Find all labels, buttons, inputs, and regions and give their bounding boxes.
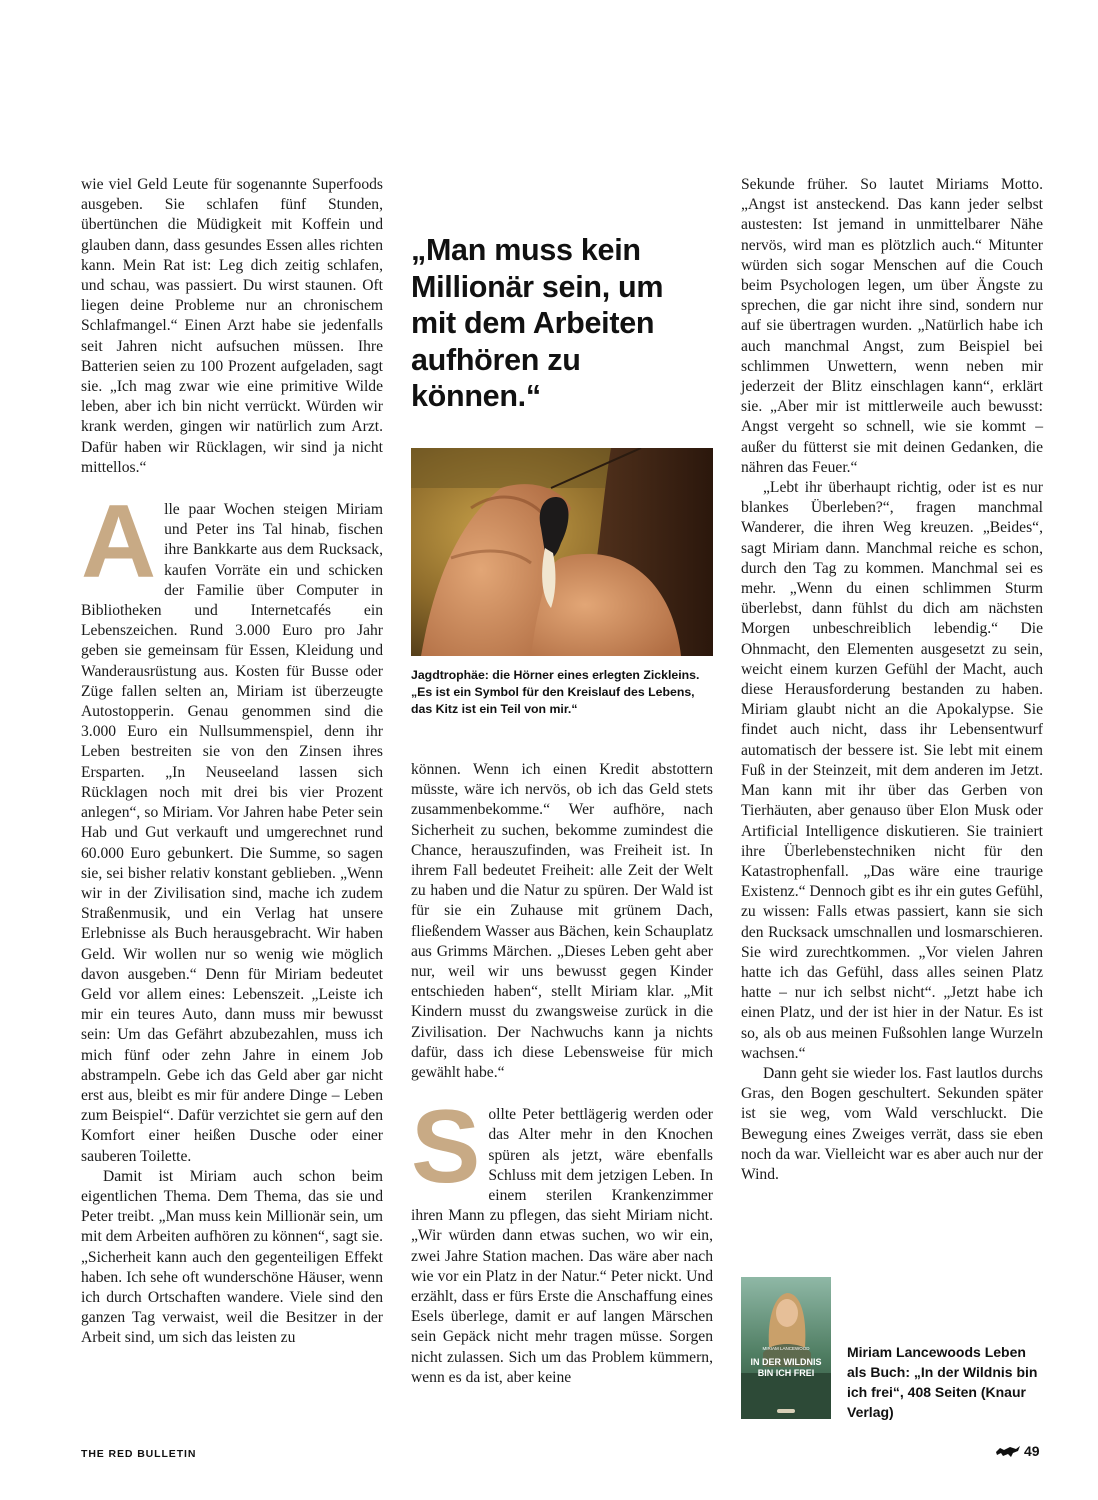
body-paragraph: können. Wenn ich einen Kredit abstottern müsste, wäre ich nervös, ob ich das Geld stets zusammenbekomme.“ Wer aufhöre, nach Sicherheit zu suchen, bekomme zumindest die Chance, herauszufinden, was Freiheit ist. In ihrem Fall bedeutet Freiheit: alle Zeit der Welt zu haben und die Natur zu spüren. Der Wald ist für sie ein Zuhause mit grünem Dach, fließendem Wasser aus Bächen, kein Schauplatz aus Grimms Märchen. „Dieses Leben geht aber nur, weil wir uns bewusst gegen Kinder entschieden haben“, stellt Miriam klar. „Mit Kindern musst du zwangsweise zurück in die Zivilisation. Der Nachwuchs kann ja nichts dafür, dass ich diese Lebensweise für mich gewählt habe.“ [411, 761, 713, 1082]
body-paragraph: wie viel Geld Leute für sogenannte Superfoods ausgeben. Sie schlafen fünf Stunden, übertünchen die Müdigkeit mit Koffein und glauben dann, dass gesundes Essen alles richten kann. Mein Rat ist: Leg dich zeitig schlafen, und schau, was passiert. Du wirst staunen. Oft liegen deine Probleme nur an chronischem Schlafmangel.“ Einen Arzt habe sie jedenfalls seit Jahren nicht aufsuchen müssen. Ihre Batterien seien zu 100 Prozent aufgeladen, sagt sie. „Ich mag zwar wie eine primitive Wilde leben, aber ich bin nicht verrückt. Würden wir krank werden, gingen wir natürlich zum Arzt. Dafür haben wir Rücklagen, wir sind ja nicht mittellos.“ [81, 176, 383, 476]
article-column-1 [81, 175, 383, 1349]
body-paragraph: „Lebt ihr überhaupt richtig, oder ist es nur blankes Überleben?“, fragen manchmal Wanderer, die ihren Weg kreuzen. „Beides“, sagt Miriam dann. Manchmal reiche es schon, durch den Tag zu kommen. Manchmal sei es mehr. „Wenn du einen schlimmen Sturm überlebst, dann fühlst du dich am nächsten Morgen unbeschreiblich lebendig.“ Die Ohnmacht, den Elementen ausgesetzt zu sein, weicht einem kurzen Gefühl der Macht, auch diese Herausforderung bestanden zu haben. Miriam glaubt nicht an die Apokalypse. Sie findet auch nicht, dass ihr Lebensentwurf automatisch der bessere ist. Sie lebt mit einem Fuß in der Steinzeit, mit dem anderen im Jetzt. Man kann mit ihr über das Gerben von Tierhäuten, aber genauso über Elon Musk oder Artificial Intelligence diskutieren. Sie trainiert ihre Überlebenstechniken nicht für den Katastrophenfall. „Das wäre eine traurige Existenz.“ Dennoch gibt es ihr ein gutes Gefühl, zu wissen: Falls etwas passiert, kann sie sich den Rucksack umschnallen und losmarschieren. Sie wird zurechtkommen. „Vor vielen Jahren hatte ich das Gefühl, dass alles seinen Platz hatte – nur ich selbst nicht“. „Jetzt habe ich einen Platz, und der ist hier in der Natur. Es ist so, als ob aus meinen Fußsohlen lange Wurzeln wachsen.“ [741, 479, 1043, 1062]
book-cover-author: MIRIAM LANCEWOOD [762, 1346, 810, 1351]
photo-caption [411, 667, 713, 718]
footer-brand: THE RED BULLETIN [81, 1448, 197, 1460]
body-text: ollte Peter bettlägerig werden oder das Alter mehr in den Knochen spüren als jetzt, wäre ebenfalls Schluss mit dem jetzigen Leben. In einem sterilen Krankenzimmer ihren Mann zu pflegen, das sieht Miriam nicht. „Wir würden dann etwas suchen, wo wir ein, zwei Jahre Station machen. Das wäre aber nach wie vor ein Platz in der Natur.“ Peter nickt. Und erzählt, dass er fürs Erste die Anschaffung eines Esels überlege, damit er auf langen Märschen sein Gepäck nicht mehr tragen müsse. Sorgen nicht zulassen. Sich um das Problem kümmern, wenn es da ist, aber keine [411, 1106, 713, 1386]
body-paragraph: Dann geht sie wieder los. Fast lautlos durchs Gras, den Bogen geschultert. Sekunden später ist sie weg, vom Wald verschluckt. Die Bewegung eines Zweiges verrät, dass sie eben noch da war. Vielleicht war es aber auch nur der Wind. [741, 1064, 1043, 1183]
body-paragraph [81, 484, 383, 1167]
drop-cap: S [411, 1089, 481, 1206]
book-cover-title-line1: IN DER WILDNIS [750, 1357, 822, 1367]
bull-icon [995, 1444, 1021, 1458]
publisher-logo [777, 1409, 795, 1413]
article-column-3 [741, 175, 1043, 1185]
pull-quote: „Man muss kein Millionär sein, um mit dem Arbeiten aufhören zu können.“ [411, 233, 664, 413]
book-cover-title-line2: BIN ICH FREI [757, 1368, 815, 1378]
body-paragraph: Sekunde früher. So lautet Miriams Motto. „Angst ist ansteckend. Das kann jeder selbst austesten: Ist jemand in unmittelbarer Nähe nervös, wird man es plötzlich auch.“ Mitunter würden sich sogar Menschen auf die Couch beim Psychologen legen, um über Ängste zu sprechen, die gar nicht ihre sind, sondern nur auf sie übertragen wurden. „Natürlich habe ich auch manchmal Angst, zum Beispiel bei schlimmen Unwettern, wenn neben mir jederzeit der Blitz einschlagen kann“, erklärt sie. „Aber mir ist mittlerweile auch bewusst: Angst vergeht so schnell, wie sie kommt – außer du fütterst sie mit deinen Gedanken, die nähren das Feuer.“ [741, 176, 1043, 476]
article-column-2 [411, 760, 713, 1388]
hunting-trophy-photo [411, 448, 713, 656]
book-cover [741, 1277, 831, 1419]
page-number: 49 [1024, 1443, 1040, 1459]
drop-cap: A [81, 484, 157, 601]
body-text: lle paar Wochen steigen Miriam und Peter ins Tal hinab, fischen ihre Bankkarte aus dem Rucksack, kaufen Vorräte ein und schicken der Familie über Computer in Bibliotheken und Internetcafés ein Lebenszeichen. Rund 3.000 Euro pro Jahr geben sie gemeinsam für Essen, Kleidung und Wanderausrüstung aus. Kosten für Busse oder Züge fallen selten an, Miriam ist überzeugte Autostopperin. Genau genommen sind die 3.000 Euro ein Nullsummenspiel, denn ihr Leben bestreiten sie von den Zinsen ihres Ersparten. „In Neuseeland lassen sich Rücklagen noch mit drei bis vier Prozent anlegen“, so Miriam. Vor Jahren habe Peter sein Hab und Gut verkauft und umgerechnet rund 60.000 Euro gebunkert. Die Summe, so sagen sie, sei bisher relativ konstant geblieben. „Wenn wir in der Zivilisation sind, mache ich zudem Straßenmusik, und ein Verlag hat unsere Erlebnisse als Buch herausgebracht. Wir haben Geld. Wir wollen nur so wenig wie möglich davon ausgeben.“ Denn für Miriam bedeutet Geld vor allem eines: Lebenszeit. „Leiste ich mir ein teures Auto, dann muss mir bewusst sein: Um das Gefährt abzubezahlen, muss ich mich fünf oder zehn Jahre in einem Job abstrampeln. Gebe ich das Geld aber gar nicht erst aus, bleibt es mir für andere Dinge – Leben zum Beispiel“. Dafür verzichtet sie gern auf den Komfort einer heißen Dusche oder einer sauberen Toilette. [81, 501, 383, 1165]
book-caption: Miriam Lancewoods Leben als Buch: „In der Wildnis bin ich frei“, 408 Seiten (Knaur Verlag) [847, 1344, 1038, 1420]
body-paragraph: Damit ist Miriam auch schon beim eigentlichen Thema. Dem Thema, das sie und Peter treibt. „Man muss kein Millionär sein, um mit dem Arbeiten aufhören zu können“, sagt sie. „Sicherheit kann auch den gegenteiligen Effekt haben. Ich sehe oft wunderschöne Häuser, wenn ich durch Ortschaften wandere. Viele sind den ganzen Tag verwaist, weil die Besitzer in der Arbeit sind, um sich das leisten zu [81, 1167, 383, 1347]
body-paragraph [411, 1089, 713, 1388]
photo-caption-title: Jagdtrophäe: die Hörner eines erlegten Zickleins. [411, 668, 700, 682]
photo-caption-quote: „Es ist ein Symbol für den Kreislauf des Lebens, das Kitz ist ein Teil von mir.“ [411, 685, 695, 716]
